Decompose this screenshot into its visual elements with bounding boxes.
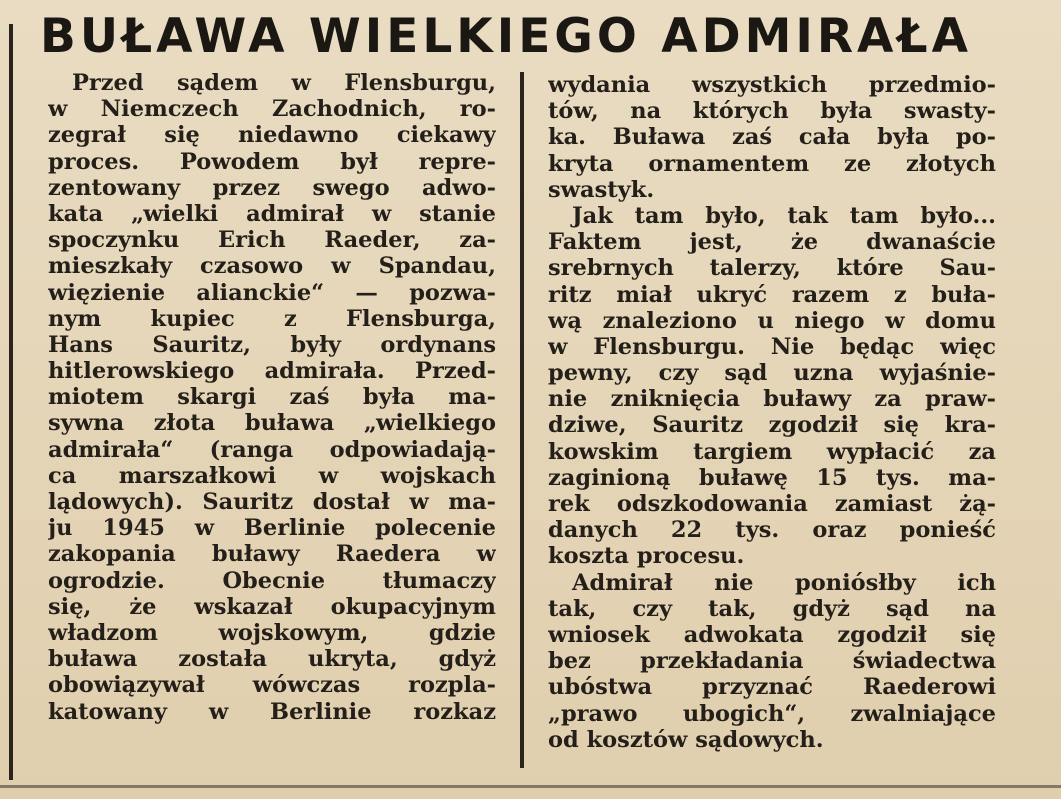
text-line: ritz miał ukryć razem z buła- <box>548 281 996 308</box>
text-line: rek odszkodowania zamiast żą- <box>548 491 996 517</box>
text-line: bez przekładania świadectwa <box>548 648 996 675</box>
text-line: kata „wielki admirał w stanie <box>48 200 496 227</box>
text-line: koszta procesu. <box>548 543 745 570</box>
text-line: buława została ukryta, gdyż <box>48 646 496 673</box>
text-line: tak, czy tak, gdyż sąd na <box>548 595 996 622</box>
article-headline: BUŁAWA WIELKIEGO ADMIRAŁA <box>40 9 972 64</box>
text-line: ogrodzie. Obecnie tłumaczy <box>48 567 496 594</box>
text-line: obowiązywał wówczas rozpla- <box>48 672 496 699</box>
text-line: Jak tam było, tak tam było... <box>572 202 996 229</box>
text-line: kryta ornamentem ze złotych <box>548 150 996 177</box>
text-line: się, że wskazał okupacyjnym <box>48 593 496 620</box>
article-left-column <box>48 70 496 725</box>
text-line: zegrał się niedawno ciekawy <box>48 122 496 149</box>
text-line: srebrnych talerzy, które Sau- <box>548 255 996 282</box>
bottom-edge-rule <box>0 785 1061 788</box>
text-line: w Niemczech Zachodnich, ro- <box>48 96 496 123</box>
text-line: ubóstwa przyznać Raederowi <box>548 674 996 701</box>
text-line: dziwe, Sauritz zgodził się kra- <box>548 412 996 439</box>
text-line: zentowany przez swego adwo- <box>48 174 496 201</box>
column-divider-rule <box>520 72 524 768</box>
text-line: nie zniknięcia buławy za praw- <box>548 386 996 413</box>
text-line: swastyk. <box>548 176 655 203</box>
text-line: od kosztów sądowych. <box>548 726 824 753</box>
text-line: zaginioną buławę 15 tys. ma- <box>548 464 996 491</box>
article-right-column <box>548 72 996 753</box>
text-line: wydania wszystkich przedmio- <box>548 72 996 98</box>
text-line: Faktem jest, że dwanaście <box>548 229 996 256</box>
text-line: tów, na których była swasty- <box>548 98 996 125</box>
text-line: w Flensburgu. Nie będąc więc <box>548 333 996 360</box>
text-line: miotem skargi zaś była ma- <box>48 384 496 411</box>
text-line: proces. Powodem był repre- <box>48 148 496 175</box>
text-line: nym kupiec z Flensburga, <box>48 305 496 332</box>
text-line: kowskim targiem wypłacić za <box>548 438 996 465</box>
text-line: danych 22 tys. oraz ponieść <box>548 517 996 544</box>
text-line: mieszkały czasowo w Spandau, <box>48 253 496 280</box>
text-line: „prawo ubogich“, zwalniające <box>548 700 996 727</box>
left-border-rule <box>9 24 13 780</box>
text-line: Przed sądem w Flensburgu, <box>72 70 496 96</box>
text-line: Admirał nie poniósłby ich <box>572 569 996 596</box>
text-line: ca marszałkowi w wojskach <box>48 462 496 489</box>
text-line: ju 1945 w Berlinie polecenie <box>48 515 496 542</box>
text-line: admirała“ (ranga odpowiadają- <box>48 436 496 463</box>
text-line: sywna złota buława „wielkiego <box>48 410 496 437</box>
text-line: wniosek adwokata zgodził się <box>548 621 996 648</box>
text-line: katowany w Berlinie rozkaz <box>48 698 496 725</box>
text-line: hitlerowskiego admirała. Przed- <box>48 358 496 385</box>
text-line: zakopania buławy Raedera w <box>48 541 496 568</box>
text-line: lądowych). Sauritz dostał w ma- <box>48 489 496 515</box>
text-line: spoczynku Erich Raeder, za- <box>48 227 496 254</box>
text-line: pewny, czy sąd uzna wyjaśnie- <box>548 360 996 387</box>
text-line: wą znaleziono u niego w domu <box>548 307 996 334</box>
text-line: ka. Buława zaś cała była po- <box>548 124 996 151</box>
text-line: więzienie alianckie“ — pozwa- <box>48 279 496 306</box>
text-line: władzom wojskowym, gdzie <box>48 619 496 646</box>
text-line: Hans Sauritz, były ordynans <box>48 331 496 358</box>
